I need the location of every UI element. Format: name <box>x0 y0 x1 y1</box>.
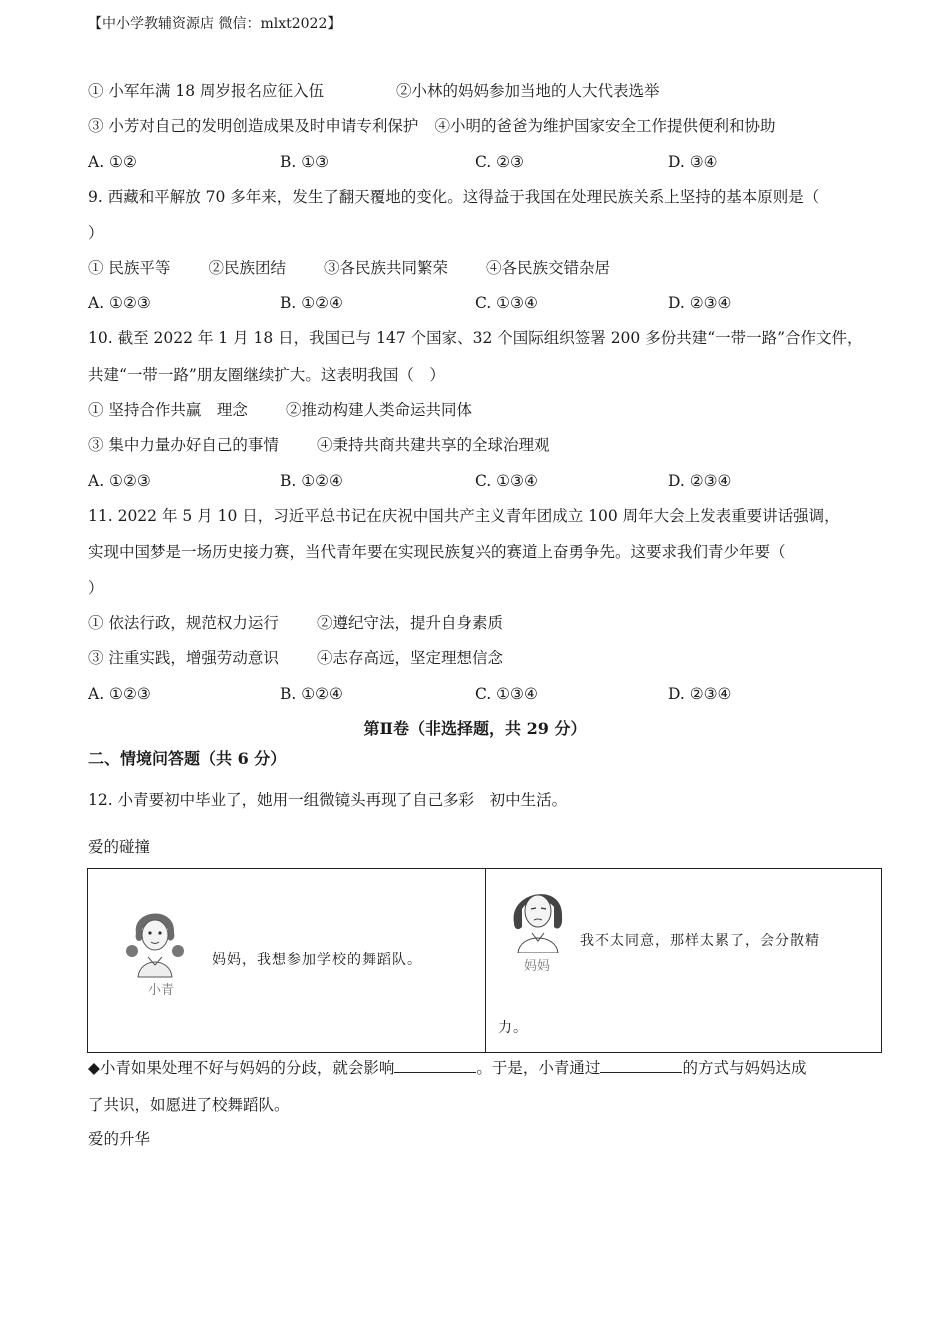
mom-speech-line2: 力。 <box>498 1020 528 1036</box>
q11-statement-4: ④志存高远，坚定理想信念 <box>316 649 503 667</box>
q12-task-text-a: ◆小青如果处理不好与妈妈的分歧，就会影响 <box>88 1059 395 1077</box>
q12-stem: 12. 小青要初中毕业了，她用一组微镜头再现了自己多彩 初中生活。 <box>88 791 568 809</box>
q10-stem-line2: 共建“一带一路”朋友圈继续扩大。这表明我国（ ） <box>88 366 445 384</box>
q10-statements-row2 <box>88 434 549 456</box>
q11-stem-line3: ） <box>88 579 104 597</box>
q11-option-b[interactable]: B. ①②④ <box>280 685 343 703</box>
q11-statement-3: ③ 注重实践，增强劳动意识 <box>88 649 279 667</box>
q12-subheading-2: 爱的升华 <box>88 1130 151 1148</box>
dialog-cell-girl <box>88 869 486 1052</box>
girl-label: 小青 <box>148 983 175 998</box>
q9-option-b[interactable]: B. ①②④ <box>280 294 343 312</box>
q9-statements <box>88 257 610 279</box>
q8-option-b[interactable]: B. ①③ <box>280 153 330 171</box>
header-watermark: 【中小学教辅资源店 微信：mlxt2022】 <box>88 16 342 32</box>
q9-option-c[interactable]: C. ①③④ <box>475 294 538 312</box>
q10-statement-2: ②推动构建人类命运共同体 <box>285 401 472 419</box>
q10-option-b[interactable]: B. ①②④ <box>280 472 343 490</box>
q8-option-a[interactable]: A. ①② <box>88 153 137 171</box>
q10-option-a[interactable]: A. ①②③ <box>88 472 151 490</box>
q10-statement-3: ③ 集中力量办好自己的事情 <box>88 436 279 454</box>
q9-statement-1: ① 民族平等 <box>88 259 171 277</box>
q12-task-line1 <box>88 1057 806 1079</box>
q11-option-a[interactable]: A. ①②③ <box>88 685 151 703</box>
q8-statements-row2 <box>88 115 775 137</box>
q11-stem-line2: 实现中国梦是一场历史接力赛，当代青年要在实现民族复兴的赛道上奋勇争先。这要求我们青少年要（ <box>88 543 786 561</box>
q10-options <box>88 470 848 492</box>
q11-option-c[interactable]: C. ①③④ <box>475 685 538 703</box>
section-title: 二、情境问答题（共 6 分） <box>88 749 287 768</box>
q8-option-d[interactable]: D. ③④ <box>668 153 718 171</box>
q11-statement-2: ②遵纪守法，提升自身素质 <box>316 614 503 632</box>
q11-statement-1: ① 依法行政，规范权力运行 <box>88 614 279 632</box>
q12-task-text-c: 的方式与妈妈达成 <box>682 1059 807 1077</box>
q11-option-d[interactable]: D. ②③④ <box>668 685 732 703</box>
q10-statements-row1 <box>88 399 472 421</box>
dialog-cell-mom <box>486 869 881 1052</box>
q8-statement-1: ① 小军年满 18 周岁报名应征入伍 <box>88 82 325 100</box>
q10-option-c[interactable]: C. ①③④ <box>475 472 538 490</box>
q12-subheading-1: 爱的碰撞 <box>88 838 151 856</box>
q11-stem-line1: 11. 2022 年 5 月 10 日，习近平总书记在庆祝中国共产主义青年团成立 100 周年大会上发表重要讲话强调， <box>88 507 840 525</box>
girl-figure-icon <box>124 899 186 979</box>
q10-statement-4: ④秉持共商共建共享的全球治理观 <box>316 436 550 454</box>
q8-statement-2: ②小林的妈妈参加当地的人大代表选举 <box>396 82 660 100</box>
q8-statements-row1 <box>88 80 660 102</box>
q9-option-d[interactable]: D. ②③④ <box>668 294 732 312</box>
answer-blank-2[interactable] <box>600 1058 682 1073</box>
mom-figure-icon <box>508 877 568 953</box>
q9-options <box>88 292 848 314</box>
q9-statement-2: ②民族团结 <box>208 259 286 277</box>
q10-statement-1: ① 坚持合作共赢 理念 <box>88 401 248 419</box>
answer-blank-1[interactable] <box>394 1058 476 1073</box>
part2-title: 第Ⅱ卷（非选择题，共 29 分） <box>363 719 587 738</box>
q8-option-c[interactable]: C. ②③ <box>475 153 524 171</box>
q9-statement-4: ④各民族交错杂居 <box>485 259 610 277</box>
mom-label: 妈妈 <box>524 959 551 974</box>
q9-stem-line2: ） <box>88 224 104 242</box>
q8-statement-4: ④小明的爸爸为维护国家安全工作提供便利和协助 <box>434 117 776 135</box>
q11-statements-row1 <box>88 612 503 634</box>
q11-options <box>88 683 848 705</box>
q12-task-text-b: 。于是，小青通过 <box>476 1059 601 1077</box>
mom-speech-line1: 我不太同意，那样太累了，会分散精 <box>580 933 820 949</box>
girl-speech: 妈妈，我想参加学校的舞蹈队。 <box>212 952 422 968</box>
q10-option-d[interactable]: D. ②③④ <box>668 472 732 490</box>
q9-stem-line1: 9. 西藏和平解放 70 多年来，发生了翻天覆地的变化。这得益于我国在处理民族关系上坚持的基本原则是（ <box>88 188 820 206</box>
q10-stem-line1: 10. 截至 2022 年 1 月 18 日，我国已与 147 个国家、32 个国际组织签署 200 多份共建“一带一路”合作文件， <box>88 329 863 347</box>
q9-option-a[interactable]: A. ①②③ <box>88 294 151 312</box>
q8-statement-3: ③ 小芳对自己的发明创造成果及时申请专利保护 <box>88 117 419 135</box>
q9-statement-3: ③各民族共同繁荣 <box>323 259 448 277</box>
q8-options <box>88 151 848 173</box>
q12-task-line2: 了共识，如愿进了校舞蹈队。 <box>88 1096 290 1114</box>
dialog-table <box>87 868 882 1053</box>
q11-statements-row2 <box>88 647 503 669</box>
